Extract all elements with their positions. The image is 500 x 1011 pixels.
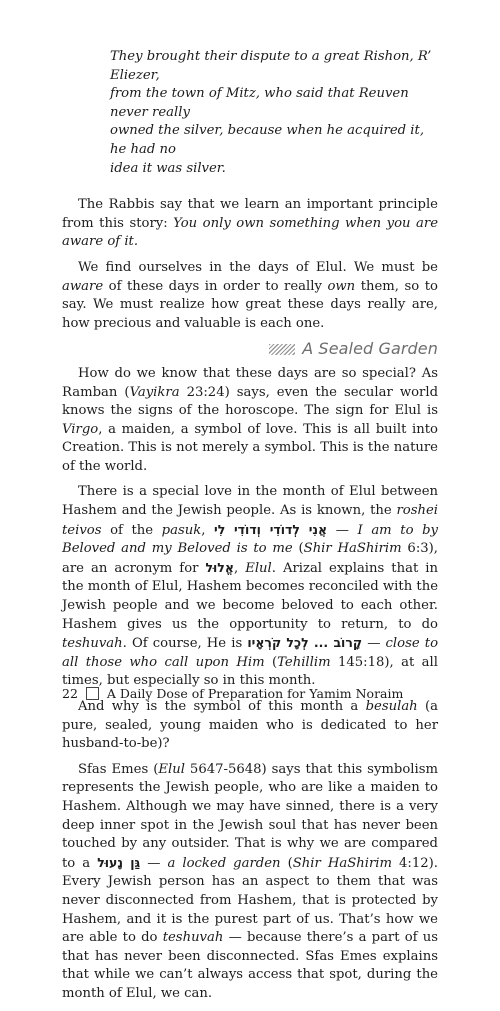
text-run: — because there’s a part of us that has never been disconnected. Sfas Emes explains that while we can’t always access that spot, during the month of Elul, we can.	[62, 930, 439, 1001]
emphasis-text: Shir HaShirim	[292, 855, 392, 871]
emphasis-text: Elul	[158, 761, 185, 777]
hatch-ornament-icon	[269, 344, 295, 355]
text-run: of the	[101, 522, 162, 538]
text-run: them, so to say. We must realize how great these days really are, how precious and valuable is each one.	[62, 278, 438, 331]
quote-line: They brought their dispute to a great Rishon, R’ Eliezer,	[110, 49, 432, 83]
text-run: And why is the symbol of this month a	[78, 699, 366, 714]
emphasis-text: teshuvah	[62, 636, 123, 652]
page-body	[62, 48, 438, 1011]
text-run: We find ourselves in the days of Elul. We must be	[78, 259, 438, 275]
emphasis-text: I am to by Beloved and my Beloved is to me	[62, 522, 438, 557]
text-run: There is a special love in the month of Elul between Hashem and the Jewish people. As is known, the	[62, 484, 438, 519]
text-run: —	[362, 636, 386, 652]
paragraph	[62, 483, 438, 691]
text-run: (	[280, 855, 293, 871]
section-heading	[62, 340, 438, 359]
emphasis-text: You only own something when you are aware of it.	[62, 215, 438, 250]
emphasis-text: Virgo	[62, 421, 99, 437]
emphasis-text: own	[327, 278, 356, 294]
text-run: 145:18), at all times, but especially so in this month.	[62, 654, 438, 689]
emphasis-text: aware	[62, 278, 104, 294]
paragraph	[62, 196, 438, 252]
text-run: (	[264, 654, 278, 670]
paragraph	[62, 761, 438, 1004]
text-run: The Rabbis say that we learn an important principle from this story:	[62, 197, 438, 231]
block-quote	[110, 48, 438, 178]
emphasis-text: Shir HaShirim	[303, 541, 402, 557]
text-run: ,	[201, 522, 215, 538]
text-run: 6:3), are an acronym for	[62, 541, 438, 576]
text-run: of these days in order to really	[103, 278, 328, 294]
paragraph	[62, 365, 438, 477]
quote-line: idea it was silver.	[110, 160, 226, 176]
text-run: —	[140, 855, 168, 871]
page-footer	[62, 686, 403, 701]
page-number: 22	[62, 686, 78, 701]
emphasis-text: roshei teivos	[62, 503, 438, 538]
text-run: (	[292, 541, 304, 557]
emphasis-text: a locked garden	[167, 855, 281, 871]
hebrew-text: גַּן נָעוּל	[97, 854, 141, 870]
hebrew-text: קָרוֹב ... לְכָל קֹרְאָיו	[247, 635, 363, 651]
quote-line: from the town of Mitz, who said that Reuven never really	[110, 86, 409, 120]
emphasis-text: besulah	[365, 699, 418, 714]
emphasis-text: Vayikra	[129, 384, 180, 400]
text-run: 4:12). Every Jewish person has an aspect to them that was never disconnected from Hashem, that is protected by Hashem, and it is the purest part of us. That’s how we are able to do	[62, 855, 438, 946]
emphasis-text: Tehillim	[277, 654, 331, 670]
text-run: How do we know that these days are so special? As Ramban (	[62, 365, 438, 400]
text-run: , a maiden, a symbol of love. This is all built into Creation. This is not merely a symbol. This is the nature of the world.	[62, 421, 438, 474]
square-separator-icon	[86, 687, 99, 700]
paragraph	[62, 698, 438, 754]
hebrew-text: אֲנִי לְדוֹדִי וְדוֹדִי לִי	[214, 521, 328, 537]
emphasis-text: Elul	[245, 560, 272, 576]
section-title: A Sealed Garden	[302, 339, 438, 359]
text-run: —	[327, 522, 358, 538]
emphasis-text: pasuk	[161, 522, 202, 538]
text-run: 23:24) says, even the secular world knows the signs of the horoscope. The sign for Elul is	[62, 384, 439, 419]
emphasis-text: teshuvah	[162, 930, 224, 946]
paragraph	[62, 259, 438, 333]
text-run: . Of course, He is	[122, 636, 248, 652]
running-book-title: A Daily Dose of Preparation for Yamim Noraim	[106, 686, 404, 701]
text-run: 5647-5648) says that this symbolism represents the Jewish people, who are like a maiden to Hashem. Although we may have sinned, there is a very deep inner spot in the Jewish soul that has never been touched by any outsider. That is why we are compared to a	[62, 761, 438, 871]
hebrew-text: אֱלוּל	[205, 559, 234, 575]
text-run: ,	[233, 560, 246, 576]
text-run: . Arizal explains that in the month of Elul, Hashem becomes reconciled with the Jewish people and we become beloved to each other. Hashem gives us the opportunity to return, to do	[62, 560, 438, 632]
quote-line: owned the silver, because when he acquired it, he had no	[110, 123, 425, 157]
text-run: (a pure, sealed, young maiden who is dedicated to her husband-to-be)?	[62, 699, 439, 752]
text-run: Sfas Emes (	[78, 761, 159, 777]
emphasis-text: close to all those who call upon Him	[62, 636, 439, 670]
